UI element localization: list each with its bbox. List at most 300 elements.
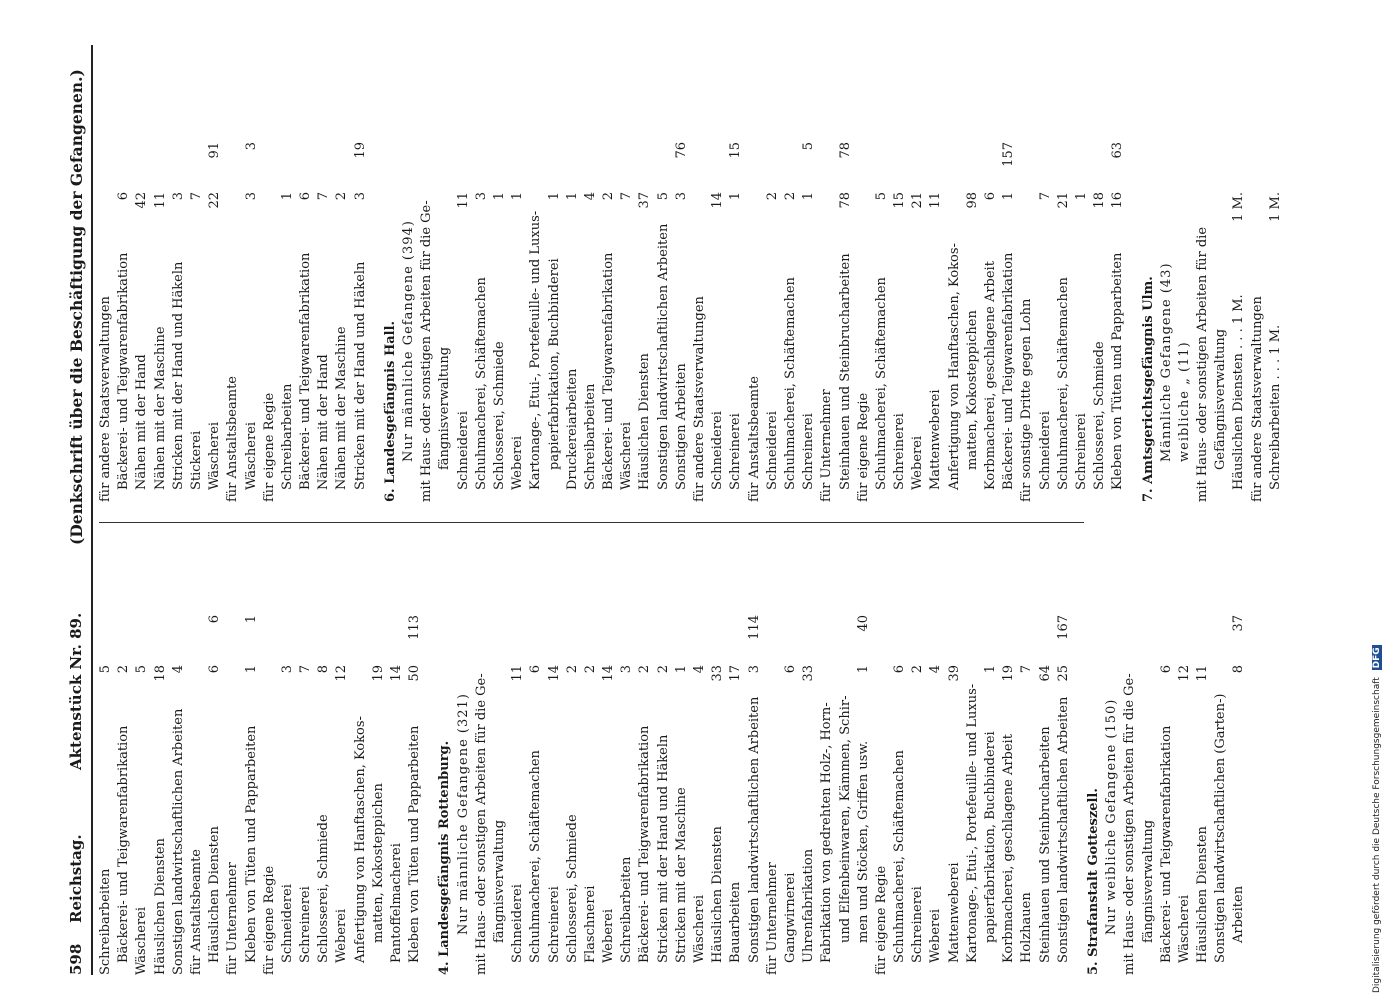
row-label: Nähen mit der Maschine [152,326,168,490]
table-row [746,555,764,975]
row-label: 5. Strafanstalt Gotteszell. [1085,788,1101,975]
row-label: Anfertigung von Hanftaschen, Kokos- [946,243,962,490]
row-label: Stickerei [188,430,204,490]
row-count: 4 [692,665,707,674]
row-label: Nur männliche Gefangene (321) [455,693,471,935]
row-label: Wäscherei [692,894,707,963]
table-row [582,82,600,502]
row-label: Wäscherei [207,421,223,490]
row-label: Bäckerei- und Teigwarenfabrikation [298,252,314,490]
row-label: für andere Staatsverwaltungen [1249,296,1265,502]
row-count: 1 [510,192,526,201]
row-label: Schuhmacherei, Schäftemachen [1055,277,1071,490]
row-label: Schneiderei [455,411,471,490]
row-label: Wäscherei [1176,894,1192,963]
table-row [1000,82,1018,502]
row-count: 1 [1001,192,1017,201]
table-row [837,82,855,502]
table-row [673,82,691,502]
row-label: Schreinerei [546,886,562,963]
row-label: Wäscherei [243,421,259,490]
row-label: 6. Landesgefängnis Hall. [382,320,398,502]
row-label: Schreibarbeiten . . . 1 M. [1267,324,1283,490]
credit-text: Digitalisierung gefördert durch die Deutsche Forschungsgemeinschaft [1372,677,1382,993]
row-label: mit Haus- oder sonstigen Arbeiten für die Ge- [419,200,435,502]
table-row [352,82,370,502]
row-label: Stricken mit der Hand und Häkeln [352,261,368,490]
row-label: Bäckerei- und Teigwarenfabrikation [637,725,653,963]
table-row [727,82,745,502]
table-row [800,82,818,502]
table-row [764,555,782,975]
row-count: 3 [243,192,259,201]
table-row [1000,555,1018,975]
row-label: Schlosserei, Schmiede [491,341,507,490]
table-row [709,555,727,975]
row-label: Weberei [510,435,526,490]
table-row [782,82,800,502]
section-gap [370,82,382,502]
row-label: Nähen mit der Maschine [334,326,350,490]
row-label: Kartonage-, Etui-, Portefeuille- und Luxus- [528,210,544,490]
row-label: Häuslichen Diensten [152,838,168,975]
table-row [855,82,873,502]
row-count: 6 [892,665,908,674]
table-row [636,555,654,975]
running-title: Reichstag. [67,834,85,923]
table-row [691,555,709,975]
left-column [97,555,1249,975]
row-label: Mattenweberei [928,389,944,490]
row-count: 22 [207,192,223,209]
table-row [946,82,964,502]
row-label: Häuslichen Diensten . . . 1 M. [1231,294,1247,490]
table-row [315,555,333,975]
row-subtotal: 5 [801,142,817,151]
row-label: matten, Kokosteppichen [370,783,386,943]
row-label: für Anstaltsbeamte [746,375,762,502]
table-row [1037,82,1055,502]
table-row [982,82,1000,502]
table-row [206,555,224,975]
section-gap [1073,555,1085,975]
table-row [600,555,618,975]
row-label: Schreinerei [801,413,817,490]
row-subtotal: 15 [728,142,744,159]
table-row [909,555,927,975]
table-row [388,555,406,975]
table-row [837,555,855,975]
dfg-logo: DFG [1372,647,1382,669]
row-label: Stricken mit der Maschine [673,787,689,963]
row-count: 6 [782,665,798,674]
row-count: 3 [473,192,489,201]
row-label: Schneiderei [279,884,295,963]
row-label: Korbmacherei, geschlagene Arbeit [1001,734,1017,963]
row-label: Holzhauen [1019,892,1035,963]
row-count: 8 [1231,665,1247,674]
row-label: Schreibarbeiten [619,856,635,963]
row-count: 33 [801,665,817,682]
collection-title: Aktenstück Nr. 89. [67,612,85,770]
row-label: Schuhmacherei, Schäftemachen [892,750,908,963]
table-row [491,82,509,502]
table-row [746,82,764,502]
row-label: Kleben von Tüten und Papparbeiten [407,725,423,963]
row-label: Schlosserei, Schmiede [564,814,580,963]
row-label: Schuhmacherei, Schäftemachen [782,277,798,490]
table-row [527,555,545,975]
row-count: 5 [98,665,113,674]
row-count: 3 [170,192,186,201]
table-row [927,555,945,975]
table-row [261,82,279,502]
row-count: 14 [710,192,726,209]
table-row [243,555,261,975]
row-count: 18 [152,665,168,682]
row-label: Schuhmacherei, Schäftemachen [528,750,544,963]
row-label: Schuhmacherei, Schäftemachen [473,277,489,490]
row-label: für eigene Regie [261,865,277,975]
row-label: Bäckerei- und Teigwarenfabrikation [116,725,132,963]
table-row [1176,555,1194,975]
rotated-page [65,45,1365,975]
row-count: 5 [873,192,889,201]
row-count: 18 [1092,192,1108,209]
table-row [491,555,509,975]
page-number: 598 [67,943,85,975]
row-label: Sonstigen landwirtschaftlichen Arbeiten [655,223,671,490]
row-count: 11 [455,192,471,209]
row-count: 14 [389,665,404,682]
row-count: 11 [928,192,944,209]
table-row [946,555,964,975]
table-row [1140,555,1158,975]
table-row [370,555,388,975]
table-row [618,82,636,502]
row-label: 4. Landesgefängnis Rottenburg. [437,740,453,975]
row-count: 2 [764,192,780,201]
row-label: Sonstigen landwirtschaftlichen Arbeiten [746,696,762,963]
row-label: Sonstigen Arbeiten [673,363,689,490]
row-label: Schreinerei [298,886,314,963]
row-count: 3 [352,192,368,201]
row-count: 8 [316,665,332,674]
table-row [473,82,491,502]
table-row [655,555,673,975]
right-column [97,82,1285,502]
table-row [982,555,1000,975]
row-label: fängnisverwaltung [491,819,507,943]
row-count: 19 [370,665,386,682]
row-label: Sonstigen landwirtschaftlichen (Garten-) [1213,693,1229,963]
row-subtotal: 1 [243,615,259,624]
section-subheading [400,82,418,502]
table-row [261,555,279,975]
table-row [243,82,261,502]
row-count: 6 [983,192,998,201]
table-row [782,555,800,975]
row-count: 6 [116,192,132,201]
row-label: für Unternehmer [764,862,780,975]
row-count: 7 [619,192,635,201]
row-count: 5 [134,665,150,674]
table-row [224,82,242,502]
row-label: für eigene Regie [261,392,277,502]
row-subtotal: 3 [243,142,259,151]
row-subtotal: 76 [673,142,689,159]
row-count: 17 [728,665,744,682]
table-row [333,555,351,975]
row-subtotal: 91 [207,142,223,159]
table-row [582,555,600,975]
row-label: men und Stöcken, Griffen usw. [855,740,871,943]
row-label: Schreinerei [892,413,908,490]
section-gap [424,555,436,975]
row-count: 5 [655,192,671,201]
row-label: für eigene Regie [855,392,871,502]
table-row [1249,82,1267,502]
row-label: Schneiderei [1037,411,1053,490]
row-count: 2 [334,192,350,201]
row-label: für Unternehmer [225,862,241,975]
row-label: Uhrenfabrikation [801,848,817,963]
row-count: 3 [279,665,295,674]
row-count: 6 [298,192,314,201]
header-rule [91,45,93,975]
row-label: Weberei [928,908,944,963]
row-count: 21 [1055,192,1071,209]
table-row [909,82,927,502]
row-count: 1 M. [1231,192,1247,222]
row-count: 1 [1073,192,1089,201]
row-count: 11 [152,192,168,209]
row-label: Sonstigen landwirtschaftlichen Arbeiten [170,708,186,975]
table-row [152,555,170,975]
table-row [509,555,527,975]
table-row [224,555,242,975]
row-label: für Anstaltsbeamte [225,375,241,502]
table-row [800,555,818,975]
row-label: Bäckerei- und Teigwarenfabrikation [116,252,132,490]
table-row [152,82,170,502]
table-row [455,82,473,502]
row-label: Schneiderei [710,411,726,490]
row-label: Steinhauen und Steinbrucharbeiten [837,253,853,490]
table-row [352,555,370,975]
table-row [873,82,891,502]
row-count: 64 [1037,665,1053,682]
row-label: Weberei [910,435,926,490]
section-subheading [455,555,473,975]
row-label: papierfabrikation, Buchbinderei [546,258,562,470]
table-row [333,82,351,502]
document-title: (Denkschrift über die Beschäftigung der Gefangenen.) [67,69,86,545]
row-subtotal: 19 [352,142,368,159]
row-label: Häuslichen Diensten [1195,826,1211,963]
row-label: Weberei [334,908,350,963]
section-subheading [1158,82,1176,502]
section-subheading [1103,555,1121,975]
table-row [655,82,673,502]
table-row [1230,82,1248,502]
row-label: mit Haus- oder sonstigen Arbeiten für die Ge- [473,673,489,975]
table-row [473,555,491,975]
row-label: Nähen mit der Hand [316,354,332,490]
row-count: 42 [134,192,150,209]
table-row [1158,555,1176,975]
table-row [855,555,873,975]
row-count: 7 [1037,192,1053,201]
row-count: 1 [279,192,295,201]
row-count: 1 M. [1267,192,1283,222]
table-row [564,555,582,975]
table-row [115,82,133,502]
row-subtotal: 63 [1110,142,1126,159]
row-label: Gangwirnerei [782,872,798,963]
section-gap [1128,82,1140,502]
row-label: Bäckerei- und Teigwarenfabrikation [601,252,617,490]
row-label: Schreibarbeiten [582,383,598,490]
row-label: Schlosserei, Schmiede [1092,341,1108,490]
row-label: Steinhauen und Steinbrucharbeiten [1037,726,1053,963]
row-count: 4 [928,665,944,674]
row-count: 6 [207,665,223,674]
row-count: 1 [673,665,689,674]
table-row [1212,82,1230,502]
row-label: Weberei [601,908,617,963]
row-count: 6 [1158,665,1174,674]
row-label: für Unternehmer [819,389,835,502]
row-count: 7 [298,665,314,674]
row-count: 3 [619,665,635,674]
row-subtotal: 113 [407,615,423,640]
row-count: 12 [334,665,350,682]
row-label: Fabrikation von gedrehten Holz-, Horn- [819,702,835,963]
row-label: Nähen mit der Hand [134,354,150,490]
row-count: 7 [316,192,332,201]
row-label: Schreibarbeiten [279,383,295,490]
table-row [115,555,133,975]
table-row [188,82,206,502]
table-row [297,82,315,502]
row-count: 39 [946,665,962,682]
row-count: 14 [546,665,562,682]
table-row [546,82,564,502]
table-row [964,555,982,975]
row-label: Schreinerei [1073,413,1089,490]
table-row [170,82,188,502]
row-label: Schreinerei [910,886,926,963]
section-heading [436,555,454,975]
table-row [673,555,691,975]
row-count: 12 [1176,665,1192,682]
row-count: 6 [528,665,544,674]
row-label: Mattenweberei [946,862,962,963]
table-row [297,555,315,975]
table-row [1194,555,1212,975]
row-count: 19 [1001,665,1017,682]
row-count: 7 [188,192,204,201]
row-label: Flaschnerei [582,885,598,963]
table-row [1037,555,1055,975]
row-label: Bäckerei- und Teigwarenfabrikation [1158,725,1174,963]
table-row [406,555,424,975]
row-label: Pantoffelmacherei [389,843,404,963]
row-label: Bauarbeiten [728,881,744,963]
row-count: 2 [655,665,671,674]
row-label: Stricken mit der Hand und Häkeln [655,734,671,963]
table-row [764,82,782,502]
table-row [1018,555,1036,975]
table-row [818,82,836,502]
row-label: papierfabrikation, Buchbinderei [983,731,998,943]
row-label: für andere Staatsverwaltungen [98,296,113,502]
row-label: 7. Amtsgerichtsgefängnis Ulm. [1140,276,1156,502]
table-row [891,82,909,502]
row-count: 4 [582,192,598,201]
table-row [1121,555,1139,975]
table-row [279,82,297,502]
row-label: Schuhmacherei, Schäftemachen [873,277,889,490]
row-count: 37 [637,192,653,209]
table-row [97,555,115,975]
table-row [727,555,745,975]
section-heading [1085,555,1103,975]
row-count: 3 [746,665,762,674]
row-count: 25 [1055,665,1071,682]
row-label: Kartonage-, Etui-, Portefeuille- und Luxus- [964,683,980,963]
row-label: Schreinerei [728,413,744,490]
row-label: für Anstaltsbeamte [188,848,204,975]
row-label: matten, Kokosteppichen [964,310,980,470]
row-label: Gefängnisverwaltung [1213,328,1229,470]
table-row [546,555,564,975]
row-subtotal: 40 [855,615,871,632]
row-subtotal: 114 [746,615,762,640]
page-header [65,45,87,975]
row-label: Nur männliche Gefangene (394) [401,220,416,462]
table-row [691,82,709,502]
row-count: 1 [983,665,998,674]
row-count: 1 [491,192,507,201]
table-row [1055,82,1073,502]
row-count: 4 [170,665,186,674]
row-label: Kleben von Tüten und Papparbeiten [243,725,259,963]
row-label: Wäscherei [134,906,150,975]
table-row [436,82,454,502]
table-row [97,82,115,502]
table-row [891,555,909,975]
row-label: mit Haus- oder sonstigen Arbeiten für die Ge- [1122,673,1138,975]
row-label: und Elfenbeinwaren, Kämmen, Schir- [837,695,853,943]
row-label: für eigene Regie [873,865,889,975]
row-count: 2 [564,665,580,674]
row-subtotal: 6 [207,615,223,624]
table-row [564,82,582,502]
row-label: Anfertigung von Hanftaschen, Kokos- [352,716,368,963]
row-label: Häuslichen Diensten [207,826,223,963]
row-label: Wäscherei [619,421,635,490]
row-count: 1 [728,192,744,201]
digitization-credit [1372,8,1383,993]
table-row [133,82,151,502]
table-row [509,82,527,502]
row-subtotal: 78 [837,142,853,159]
row-count: 2 [782,192,798,201]
row-label: Schneiderei [764,411,780,490]
row-subtotal: 157 [1001,142,1017,167]
